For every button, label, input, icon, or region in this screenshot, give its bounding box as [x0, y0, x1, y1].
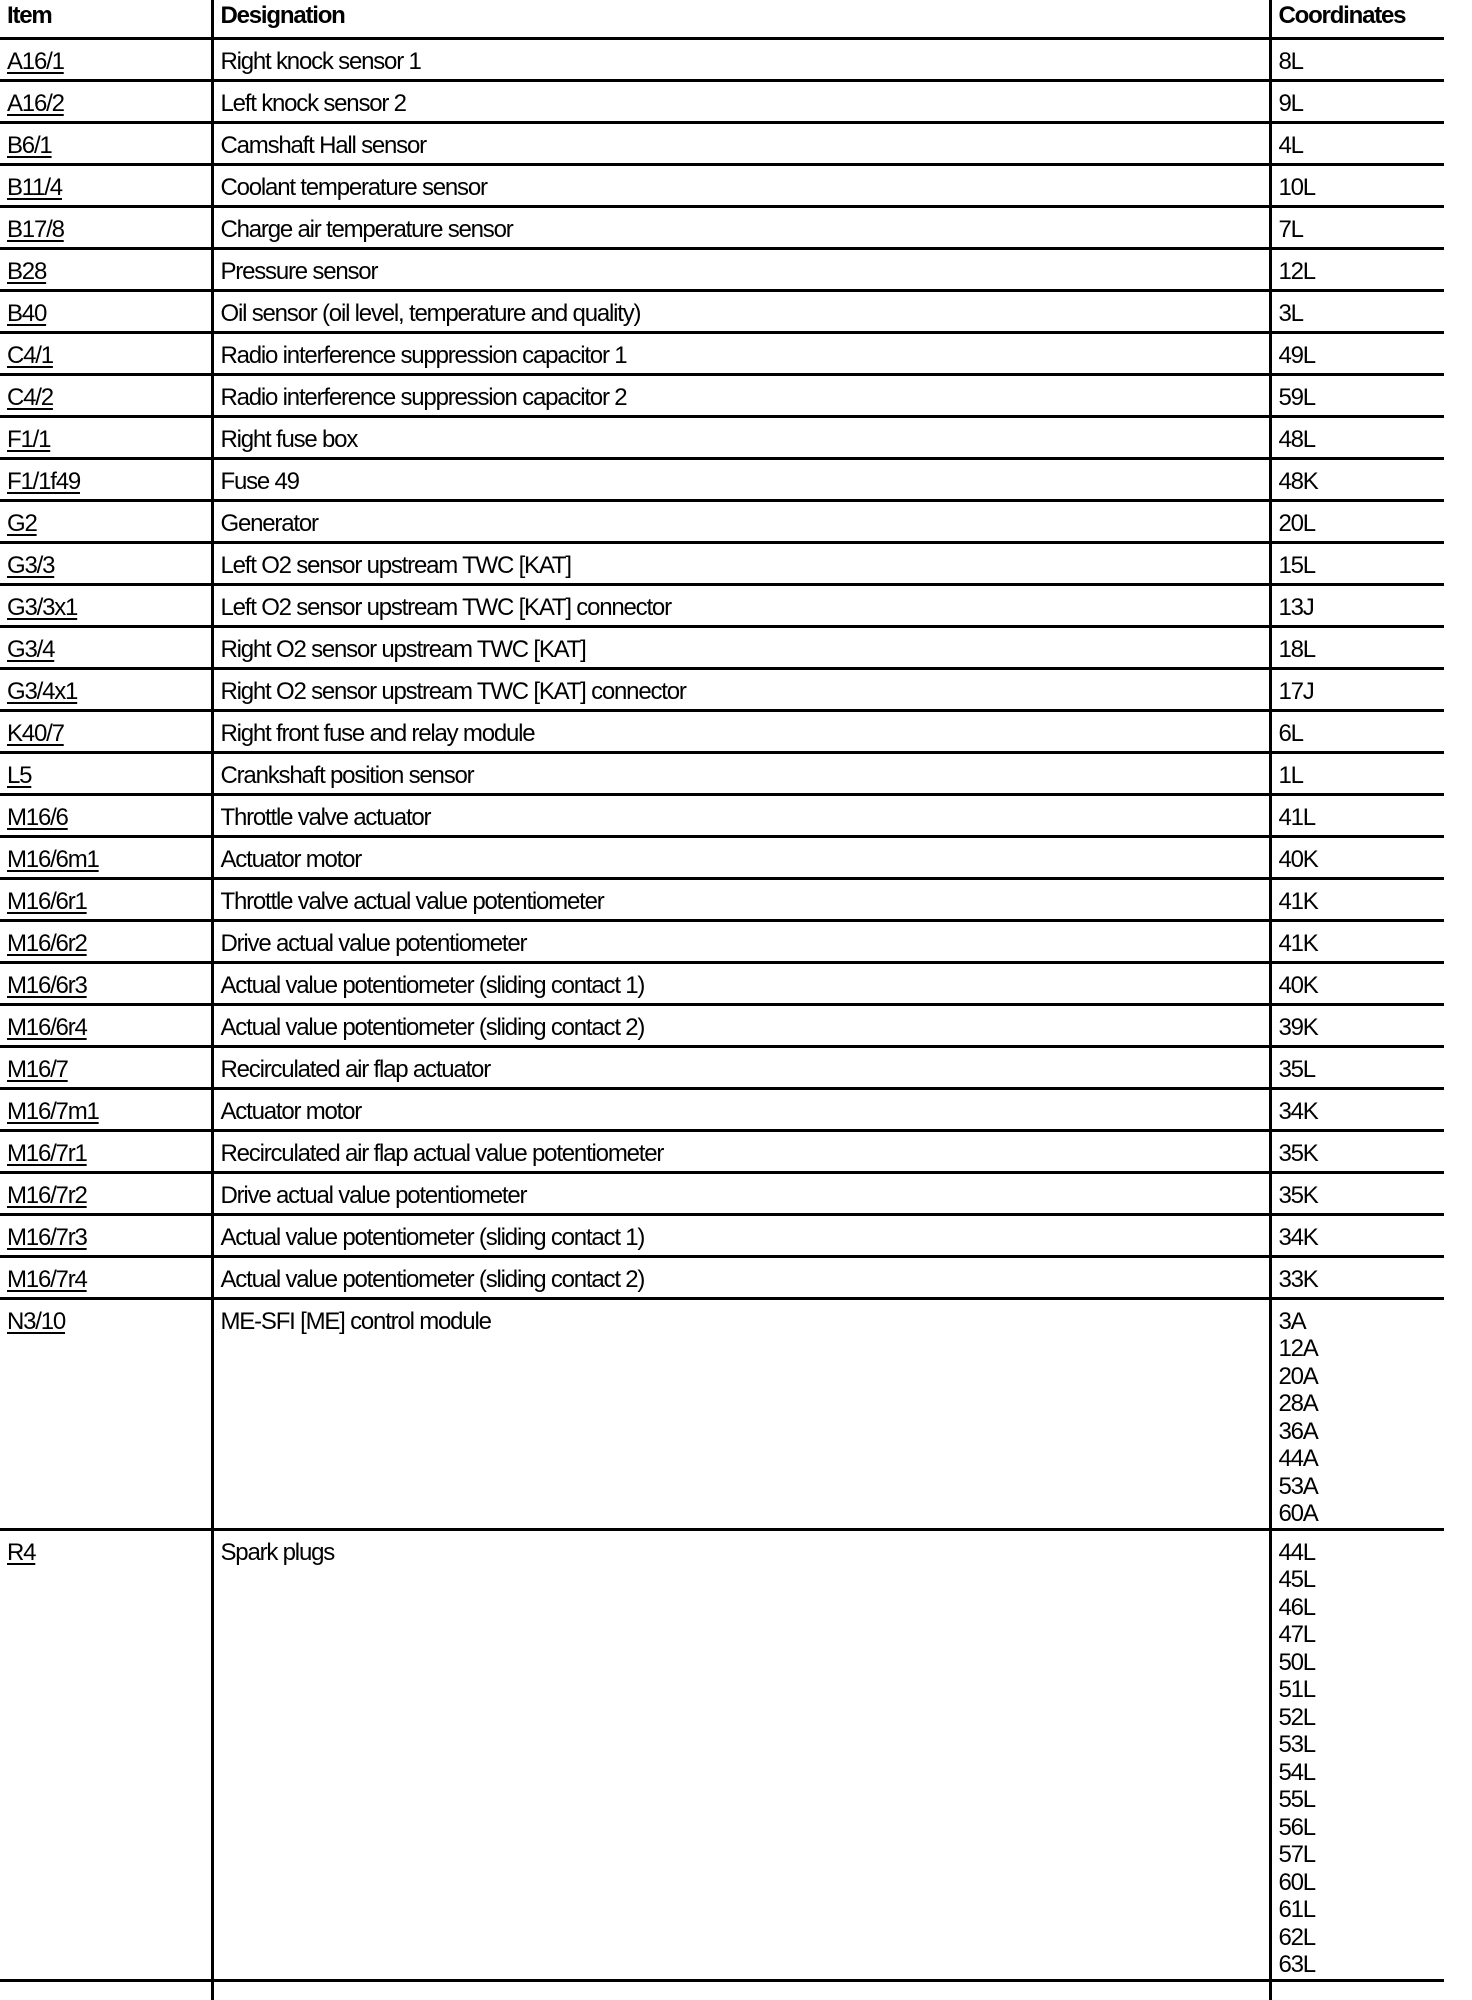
designation-cell: Right O2 sensor upstream TWC [KAT] connector	[212, 668, 1270, 710]
table-row	[0, 794, 1444, 836]
coordinate-value: 35K	[1278, 1181, 1318, 1209]
designation-cell: Left O2 sensor upstream TWC [KAT] connector	[212, 584, 1270, 626]
coordinate-value: 35K	[1278, 1139, 1318, 1167]
designation-cell: Camshaft Hall sensor	[212, 122, 1270, 164]
coordinate-value: 59L	[1278, 383, 1315, 411]
coordinate-value: 35L	[1278, 1055, 1315, 1083]
coordinates-cell	[1270, 122, 1444, 164]
table-row	[0, 416, 1444, 458]
designation-cell: Drive actual value potentiometer	[212, 1172, 1270, 1214]
coordinate-value: 52L	[1278, 1703, 1315, 1731]
coordinate-value: 50L	[1278, 1648, 1315, 1676]
item-cell	[0, 1130, 212, 1172]
item-link[interactable]: M16/7	[7, 1055, 68, 1083]
coordinate-value: 41K	[1278, 929, 1318, 957]
header-coordinates: Coordinates	[1270, 0, 1444, 38]
coordinates-cell	[1270, 374, 1444, 416]
coordinates-cell	[1270, 332, 1444, 374]
table-row	[0, 710, 1444, 752]
coordinate-value: 12L	[1278, 257, 1315, 285]
table-row	[0, 668, 1444, 710]
coordinates-cell	[1270, 962, 1444, 1004]
coordinates-cell	[1270, 1004, 1444, 1046]
designation-cell: Recirculated air flap actual value potentiometer	[212, 1130, 1270, 1172]
empty-cell	[0, 1980, 212, 2000]
coordinate-value: 63L	[1278, 1951, 1315, 1978]
coordinate-value: 41K	[1278, 887, 1318, 915]
coordinate-value: 17J	[1278, 677, 1314, 705]
item-link[interactable]: B28	[7, 257, 47, 285]
item-cell	[0, 1004, 212, 1046]
item-cell	[0, 1256, 212, 1298]
legend-body	[0, 38, 1444, 2000]
item-cell	[0, 290, 212, 332]
coordinate-value: 10L	[1278, 173, 1315, 201]
table-row	[0, 542, 1444, 584]
item-cell	[0, 920, 212, 962]
header-item: Item	[0, 0, 212, 38]
coordinate-value: 20A	[1278, 1362, 1318, 1390]
table-row	[0, 752, 1444, 794]
coordinates-cell	[1270, 290, 1444, 332]
designation-cell: Spark plugs	[212, 1529, 1270, 1980]
item-link[interactable]: B17/8	[7, 215, 64, 243]
designation-cell: Actuator motor	[212, 836, 1270, 878]
designation-cell: Actual value potentiometer (sliding contact 2)	[212, 1256, 1270, 1298]
item-cell	[0, 332, 212, 374]
designation-cell: Right fuse box	[212, 416, 1270, 458]
coordinates-cell	[1270, 416, 1444, 458]
table-row	[0, 206, 1444, 248]
item-link[interactable]: M16/6m1	[7, 845, 99, 873]
designation-cell: Coolant temperature sensor	[212, 164, 1270, 206]
item-link[interactable]: G3/3x1	[7, 593, 78, 621]
coordinates-cell	[1270, 80, 1444, 122]
designation-cell: Actual value potentiometer (sliding contact 2)	[212, 1004, 1270, 1046]
item-link[interactable]: M16/7r4	[7, 1265, 87, 1293]
table-row	[0, 164, 1444, 206]
coordinate-value: 4L	[1278, 131, 1303, 159]
item-cell	[0, 626, 212, 668]
coordinate-value: 3L	[1278, 299, 1303, 327]
designation-cell: Throttle valve actual value potentiometer	[212, 878, 1270, 920]
table-row	[0, 1256, 1444, 1298]
coordinate-value: 55L	[1278, 1786, 1315, 1813]
coordinate-value: 45L	[1278, 1566, 1315, 1593]
header-designation: Designation	[212, 0, 1270, 38]
table-row	[0, 500, 1444, 542]
coordinate-value: 8L	[1278, 47, 1303, 75]
table-row	[0, 1172, 1444, 1214]
coordinate-value: 40K	[1278, 845, 1318, 873]
coordinates-cell	[1270, 1088, 1444, 1130]
coordinate-value: 56L	[1278, 1813, 1315, 1841]
table-row	[0, 836, 1444, 878]
item-cell	[0, 458, 212, 500]
item-link[interactable]: R4	[7, 1538, 36, 1566]
header-row	[0, 0, 1444, 38]
table-row	[0, 122, 1444, 164]
item-link[interactable]: B40	[7, 299, 47, 327]
coordinate-value: 47L	[1278, 1621, 1315, 1648]
coordinate-value: 1L	[1278, 761, 1303, 789]
designation-cell: Radio interference suppression capacitor 1	[212, 332, 1270, 374]
item-link[interactable]: G3/3	[7, 551, 55, 579]
table-row	[0, 1088, 1444, 1130]
item-cell	[0, 836, 212, 878]
coordinate-value: 34K	[1278, 1223, 1318, 1251]
coordinate-value: 3A	[1278, 1307, 1306, 1335]
coordinate-value: 60A	[1278, 1500, 1318, 1527]
coordinate-value: 15L	[1278, 551, 1315, 579]
designation-cell: Left O2 sensor upstream TWC [KAT]	[212, 542, 1270, 584]
coordinate-value: 39K	[1278, 1013, 1318, 1041]
designation-cell: Recirculated air flap actuator	[212, 1046, 1270, 1088]
item-cell	[0, 1298, 212, 1529]
coordinate-value: 44A	[1278, 1445, 1318, 1472]
item-cell	[0, 374, 212, 416]
item-link[interactable]: M16/6r4	[7, 1013, 87, 1041]
designation-cell: Throttle valve actuator	[212, 794, 1270, 836]
item-cell	[0, 542, 212, 584]
coordinate-value: 13J	[1278, 593, 1314, 621]
item-cell	[0, 416, 212, 458]
item-cell	[0, 962, 212, 1004]
table-row-partial	[0, 1980, 1444, 2000]
coordinates-cell	[1270, 164, 1444, 206]
item-link[interactable]: A16/1	[7, 47, 64, 75]
designation-cell: Actuator motor	[212, 1088, 1270, 1130]
coordinates-cell	[1270, 668, 1444, 710]
table-row	[0, 38, 1444, 80]
designation-cell: Right O2 sensor upstream TWC [KAT]	[212, 626, 1270, 668]
coordinates-cell	[1270, 1256, 1444, 1298]
item-cell	[0, 752, 212, 794]
item-link[interactable]: C4/1	[7, 341, 53, 369]
item-cell	[0, 668, 212, 710]
table-row	[0, 1004, 1444, 1046]
item-cell	[0, 1172, 212, 1214]
designation-cell: Crankshaft position sensor	[212, 752, 1270, 794]
table-row	[0, 374, 1444, 416]
item-cell	[0, 206, 212, 248]
item-cell	[0, 38, 212, 80]
designation-cell: Pressure sensor	[212, 248, 1270, 290]
coordinates-cell	[1270, 206, 1444, 248]
table-row	[0, 1298, 1444, 1529]
coordinate-value: 7L	[1278, 215, 1303, 243]
coordinates-cell	[1270, 878, 1444, 920]
item-cell	[0, 584, 212, 626]
coordinates-cell	[1270, 794, 1444, 836]
coordinate-value: 33K	[1278, 1265, 1318, 1293]
designation-cell: Right knock sensor 1	[212, 38, 1270, 80]
coordinates-cell	[1270, 542, 1444, 584]
table-row	[0, 626, 1444, 668]
coordinate-value: 41L	[1278, 803, 1315, 831]
coordinates-cell	[1270, 38, 1444, 80]
coordinates-cell	[1270, 248, 1444, 290]
item-link[interactable]: K40/7	[7, 719, 64, 747]
designation-cell: Actual value potentiometer (sliding contact 1)	[212, 1214, 1270, 1256]
item-link[interactable]: M16/7m1	[7, 1097, 99, 1125]
item-link[interactable]: M16/6r1	[7, 887, 87, 915]
coordinate-value: 20L	[1278, 509, 1315, 537]
item-link[interactable]: M16/6r3	[7, 971, 87, 999]
item-cell	[0, 122, 212, 164]
designation-cell: Drive actual value potentiometer	[212, 920, 1270, 962]
item-link[interactable]: G2	[7, 509, 37, 537]
table-row	[0, 248, 1444, 290]
item-link[interactable]: G3/4x1	[7, 677, 78, 705]
coordinate-value: 53A	[1278, 1472, 1318, 1500]
coordinate-value: 60L	[1278, 1868, 1315, 1896]
designation-cell: Actual value potentiometer (sliding contact 1)	[212, 962, 1270, 1004]
coordinate-value: 53L	[1278, 1731, 1315, 1758]
coordinates-cell	[1270, 1214, 1444, 1256]
coordinates-cell	[1270, 626, 1444, 668]
item-link[interactable]: F1/1f49	[7, 467, 80, 495]
coordinate-value: 62L	[1278, 1923, 1315, 1951]
item-link[interactable]: N3/10	[7, 1307, 66, 1335]
item-link[interactable]: M16/6r2	[7, 929, 87, 957]
coordinate-value: 28A	[1278, 1390, 1318, 1417]
item-link[interactable]: C4/2	[7, 383, 53, 411]
coordinate-value: 48K	[1278, 467, 1318, 495]
item-link[interactable]: B11/4	[7, 173, 62, 201]
item-cell	[0, 1529, 212, 1980]
item-link[interactable]: F1/1	[7, 425, 51, 453]
item-link[interactable]: A16/2	[7, 89, 64, 117]
coordinate-value: 34K	[1278, 1097, 1318, 1125]
item-cell	[0, 1046, 212, 1088]
item-cell	[0, 500, 212, 542]
table-row	[0, 920, 1444, 962]
table-row	[0, 1046, 1444, 1088]
item-cell	[0, 80, 212, 122]
coordinate-value: 12A	[1278, 1335, 1318, 1362]
item-cell	[0, 248, 212, 290]
item-cell	[0, 794, 212, 836]
item-link[interactable]: M16/6	[7, 803, 68, 831]
coordinate-value: 36A	[1278, 1417, 1318, 1445]
coordinate-value: 46L	[1278, 1593, 1315, 1621]
coordinate-value: 18L	[1278, 635, 1315, 663]
item-cell	[0, 1088, 212, 1130]
item-cell	[0, 710, 212, 752]
coordinates-cell	[1270, 1130, 1444, 1172]
coordinate-value: 48L	[1278, 425, 1315, 453]
coordinate-value: 54L	[1278, 1758, 1315, 1786]
coordinates-cell	[1270, 1046, 1444, 1088]
coordinate-value: 61L	[1278, 1896, 1315, 1923]
coordinate-value: 57L	[1278, 1841, 1315, 1868]
coordinates-cell	[1270, 1529, 1444, 1980]
coordinate-value: 40K	[1278, 971, 1318, 999]
designation-cell: Generator	[212, 500, 1270, 542]
designation-cell: ME-SFI [ME] control module	[212, 1298, 1270, 1529]
designation-cell: Fuse 49	[212, 458, 1270, 500]
item-link[interactable]: L5	[7, 761, 32, 789]
table-row	[0, 584, 1444, 626]
coordinate-value: 6L	[1278, 719, 1303, 747]
table-row	[0, 290, 1444, 332]
designation-cell: Oil sensor (oil level, temperature and quality)	[212, 290, 1270, 332]
designation-cell: Left knock sensor 2	[212, 80, 1270, 122]
table-row	[0, 1529, 1444, 1980]
coordinates-cell	[1270, 1172, 1444, 1214]
coordinates-cell	[1270, 500, 1444, 542]
item-link[interactable]: M16/7r2	[7, 1181, 87, 1209]
item-link[interactable]: G3/4	[7, 635, 55, 663]
item-link[interactable]: M16/7r1	[7, 1139, 87, 1167]
coordinates-cell	[1270, 920, 1444, 962]
table-row	[0, 962, 1444, 1004]
coordinates-cell	[1270, 752, 1444, 794]
item-link[interactable]: M16/7r3	[7, 1223, 87, 1251]
coordinates-cell	[1270, 458, 1444, 500]
designation-cell: Radio interference suppression capacitor 2	[212, 374, 1270, 416]
coordinate-value: 51L	[1278, 1676, 1315, 1703]
coordinates-cell	[1270, 836, 1444, 878]
coordinate-value: 44L	[1278, 1538, 1315, 1566]
coordinates-cell	[1270, 1298, 1444, 1529]
table-row	[0, 332, 1444, 374]
empty-cell	[212, 1980, 1270, 2000]
coordinates-cell	[1270, 710, 1444, 752]
item-cell	[0, 1214, 212, 1256]
designation-cell: Right front fuse and relay module	[212, 710, 1270, 752]
table-row	[0, 80, 1444, 122]
coordinates-cell	[1270, 584, 1444, 626]
coordinate-value: 49L	[1278, 341, 1315, 369]
item-cell	[0, 878, 212, 920]
table-row	[0, 1214, 1444, 1256]
empty-cell	[1270, 1980, 1444, 2000]
table-row	[0, 878, 1444, 920]
item-cell	[0, 164, 212, 206]
table-row	[0, 1130, 1444, 1172]
table-row	[0, 458, 1444, 500]
item-link[interactable]: B6/1	[7, 131, 52, 159]
designation-cell: Charge air temperature sensor	[212, 206, 1270, 248]
coordinate-value: 9L	[1278, 89, 1303, 117]
